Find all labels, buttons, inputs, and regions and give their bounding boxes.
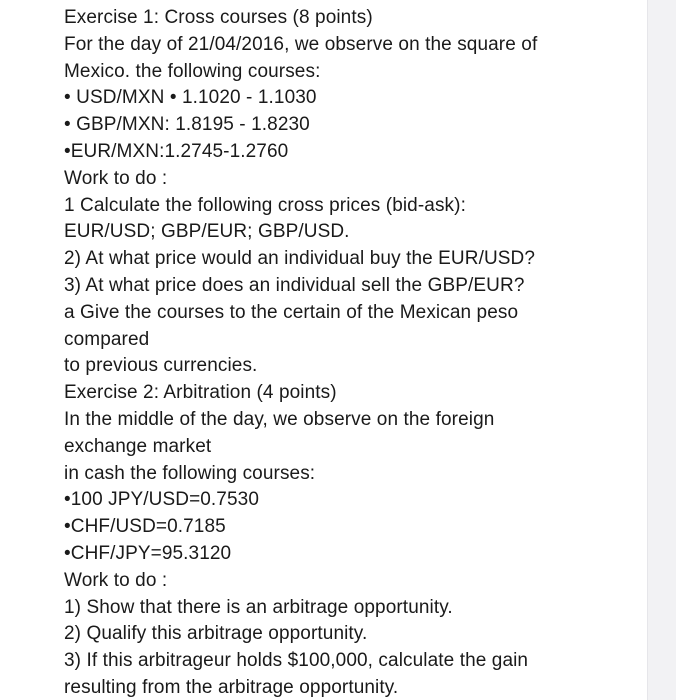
exercise-1-title: Exercise 1: Cross courses (8 points) — [64, 7, 373, 28]
rate-item-gbp-mxn: • GBP/MXN: 1.8195 - 1.8230 — [64, 114, 310, 136]
task-item: 1) Show that there is an arbitrage opportunity. — [64, 596, 453, 618]
task-item: 3) If this arbitrageur holds $100,000, calculate the gain — [64, 650, 529, 672]
text-line: exchange market — [64, 435, 212, 457]
text-line: In the middle of the day, we observe on the foreign — [64, 408, 495, 430]
text-line: EUR/USD; GBP/EUR; GBP/USD. — [64, 221, 350, 243]
text-line: For the day of 21/04/2016, we observe on the square of — [64, 33, 538, 55]
text-line: to previous currencies. — [64, 355, 258, 377]
rate-item-jpy-usd: •100 JPY/USD=0.7530 — [64, 489, 259, 511]
task-item: 2) At what price would an individual buy the EUR/USD? — [64, 248, 536, 270]
rate-item-eur-mxn: •EUR/MXN:1.2745-1.2760 — [64, 140, 289, 162]
page-margin-strip — [647, 0, 676, 700]
task-item: a Give the courses to the certain of the Mexican peso — [64, 301, 519, 323]
task-item: 3) At what price does an individual sell the GBP/EUR? — [64, 274, 525, 296]
exercise-2-title: Exercise 2: Arbitration (4 points) — [64, 382, 337, 404]
text-line: resulting from the arbitrage opportunity. — [64, 676, 399, 698]
task-item: 2) Qualify this arbitrage opportunity. — [64, 623, 368, 645]
document-text — [64, 5, 624, 700]
text-line: Mexico. the following courses: — [64, 60, 321, 82]
rate-item-chf-usd: •CHF/USD=0.7185 — [64, 516, 226, 538]
text-line: compared — [64, 328, 150, 350]
rate-item-usd-mxn: • USD/MXN • 1.1020 - 1.1030 — [64, 87, 317, 109]
text-line: in cash the following courses: — [64, 462, 316, 484]
rate-item-chf-jpy: •CHF/JPY=95.3120 — [64, 542, 232, 564]
task-item: 1 Calculate the following cross prices (bid-ask): — [64, 194, 466, 216]
work-to-do-heading: Work to do : — [64, 569, 168, 591]
work-to-do-heading: Work to do : — [64, 167, 168, 189]
